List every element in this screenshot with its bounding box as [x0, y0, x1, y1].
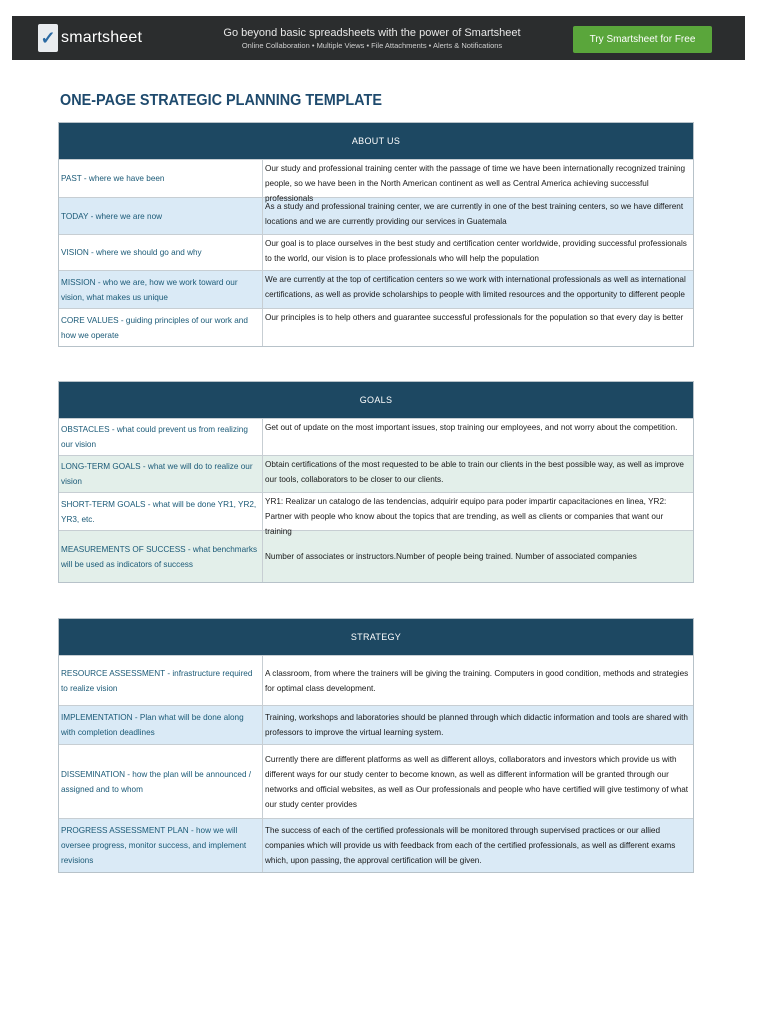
- row-label: OBSTACLES - what could prevent us from realizing our vision: [59, 419, 263, 455]
- smartsheet-logo[interactable]: [38, 24, 142, 52]
- row-content: Our principles is to help others and guarantee successful professionals for the population so that every day is better: [265, 313, 684, 322]
- table-row: [59, 530, 693, 582]
- row-label: IMPLEMENTATION - Plan what will be done along with completion deadlines: [59, 706, 263, 744]
- page-title: ONE-PAGE STRATEGIC PLANNING TEMPLATE: [60, 92, 382, 109]
- row-label: DISSEMINATION - how the plan will be announced / assigned and to whom: [59, 745, 263, 818]
- table-row: [59, 455, 693, 492]
- row-label: TODAY - where we are now: [59, 198, 263, 234]
- row-content: Obtain certifications of the most requested to be able to train our clients in the best possible way, as well as improve our tools, collaborators to be closer to our clients.: [265, 460, 684, 484]
- table-row: [59, 655, 693, 705]
- table-row: [59, 744, 693, 818]
- table-row: [59, 705, 693, 744]
- table-row: [59, 492, 693, 536]
- row-label: CORE VALUES - guiding principles of our work and how we operate: [59, 309, 263, 346]
- table-row: [59, 159, 693, 203]
- row-label: SHORT-TERM GOALS - what will be done YR1, YR2, YR3, etc.: [59, 493, 263, 530]
- banner-message: [202, 27, 542, 50]
- row-label: MISSION - who we are, how we work toward our vision, what makes us unique: [59, 271, 263, 308]
- smartsheet-banner: [12, 16, 745, 60]
- table-row: [59, 818, 693, 872]
- row-content: Currently there are different platforms as well as different alloys, collaborators and investors which provide us with different ways for our study center to become known, as well as different information will be granted through our networks and official websites, as well as Our professionals and people who have certified will give testimony of what our study center provides: [265, 754, 689, 809]
- table-row: [59, 308, 693, 346]
- row-label: RESOURCE ASSESSMENT - infrastructure required to realize vision: [59, 656, 263, 705]
- row-content: Training, workshops and laboratories should be planned through which didactic information and tools are shared with professors to improve the virtual learning system.: [265, 713, 688, 737]
- banner-features: Online Collaboration • Multiple Views • File Attachments • Alerts & Notifications: [241, 40, 503, 50]
- row-label: VISION - where we should go and why: [59, 235, 263, 270]
- row-content: Our goal is to place ourselves in the best study and certification center worldwide, providing successful professionals to the world, our vision is to place professionals who will help the population: [265, 239, 687, 263]
- row-content: As a study and professional training center, we are currently in one of the best training centers, so we have different locations and we are currently providing our services in Guatemala: [265, 202, 684, 226]
- row-content: Get out of update on the most important issues, stop training our employees, and not worry about the competition.: [265, 423, 678, 432]
- try-free-button[interactable]: Try Smartsheet for Free: [573, 26, 712, 53]
- row-label: PROGRESS ASSESSMENT PLAN - how we will oversee progress, monitor success, and implement revisions: [59, 819, 263, 872]
- row-label: PAST - where we have been: [59, 160, 263, 197]
- strategy-header: STRATEGY: [59, 619, 693, 655]
- row-content: We are currently at the top of certification centers so we work with international professionals as well as international certifications, as well as provide scholarships to people with limited resources and the opportunity to different people: [265, 275, 686, 299]
- row-content: Number of associates or instructors.Number of people being trained. Number of associated companies: [265, 552, 637, 561]
- row-content: A classroom, from where the trainers will be giving the training. Computers in good condition, methods and strategies for optimal class development.: [265, 668, 689, 693]
- row-label: MEASUREMENTS OF SUCCESS - what benchmarks will be used as indicators of success: [59, 531, 263, 582]
- row-label: LONG-TERM GOALS - what we will do to realize our vision: [59, 456, 263, 492]
- goals-section: [58, 381, 694, 583]
- row-content: The success of each of the certified professionals will be monitored through supervised practices or our allied companies which will provide us with feedback from each of the certified professionals, as well as different exams which, upon passing, the approval certification will be given.: [265, 826, 676, 865]
- logo-text: smartsheet: [61, 29, 143, 46]
- checkmark-icon: ✓: [38, 24, 58, 52]
- table-row: [59, 418, 693, 455]
- about-us-header: ABOUT US: [59, 123, 693, 159]
- goals-header: GOALS: [59, 382, 693, 418]
- strategy-section: [58, 618, 694, 873]
- table-row: [59, 270, 693, 308]
- table-row: [59, 197, 693, 234]
- row-content: Our study and professional training center with the passage of time we have been internationally recognized training people, so we have been in the North American continent as well as Central America achieving successful professionals: [265, 164, 686, 203]
- row-content: YR1: Realizar un catalogo de las tendencias, adquirir equipo para poder impartir capacitaciones en linea, YR2: Partner with people who know about the topics that are trending, as well as clients or companies that want our training: [265, 497, 667, 536]
- about-us-section: [58, 122, 694, 347]
- table-row: [59, 234, 693, 270]
- banner-headline: Go beyond basic spreadsheets with the power of Smartsheet: [223, 26, 521, 39]
